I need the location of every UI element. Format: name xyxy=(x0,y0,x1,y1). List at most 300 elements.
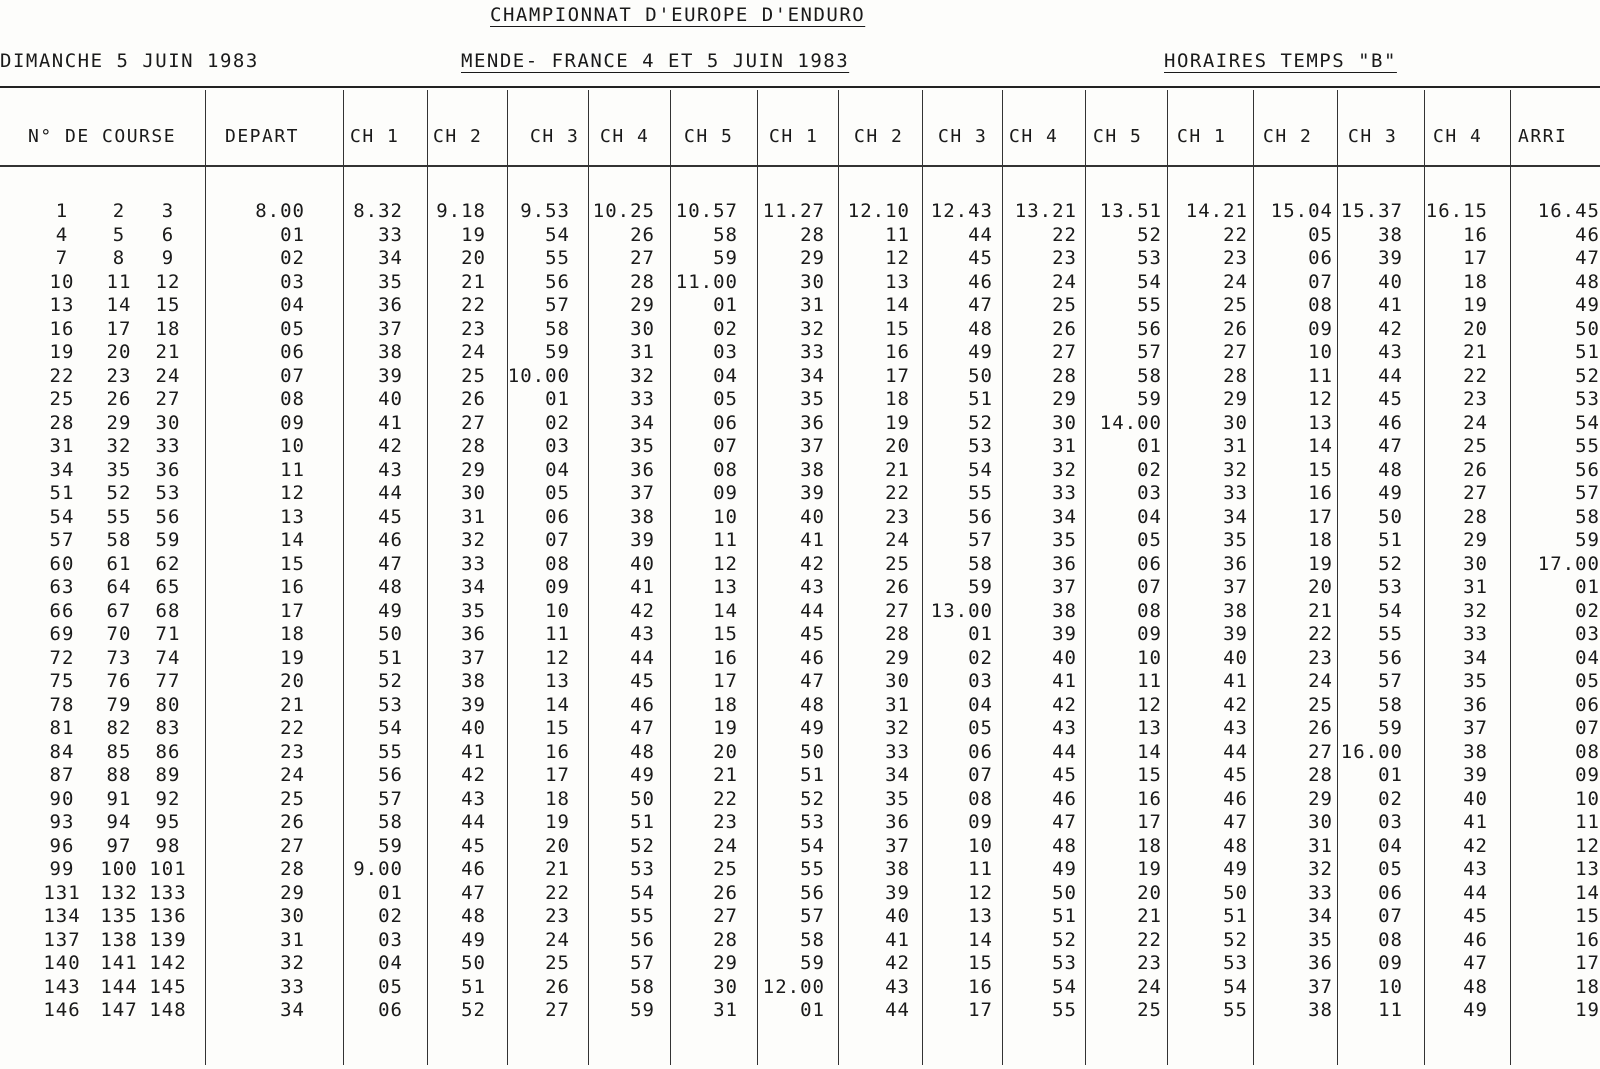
checkpoint-time: 23 xyxy=(545,905,570,927)
depart-time: 31 xyxy=(280,928,305,951)
depart-time: 13 xyxy=(280,505,305,528)
checkpoint-time: 22 xyxy=(1223,223,1248,246)
checkpoint-time: 03 xyxy=(378,928,403,951)
checkpoint-time: 46 xyxy=(1463,928,1488,951)
checkpoint-time: 54 xyxy=(800,834,825,857)
checkpoint-time: 44 xyxy=(461,811,486,833)
checkpoint-time: 30 xyxy=(630,317,655,340)
col-header-ch1-c: CH 1 xyxy=(1177,126,1227,147)
course-number: 132 xyxy=(100,881,138,904)
arrival-time: 54 xyxy=(1575,411,1600,434)
checkpoint-time: 25 xyxy=(713,858,738,880)
checkpoint-time: 33 xyxy=(800,341,825,363)
checkpoint-time: 05 xyxy=(378,975,403,998)
checkpoint-time: 18 xyxy=(713,693,738,716)
checkpoint-time: 55 xyxy=(800,858,825,880)
checkpoint-time: 54 xyxy=(378,717,403,739)
checkpoint-time: 38 xyxy=(885,858,910,880)
table-row xyxy=(0,435,1600,459)
checkpoint-time: 53 xyxy=(630,858,655,880)
checkpoint-time: 51 xyxy=(1223,905,1248,927)
arrival-time: 49 xyxy=(1575,294,1600,316)
course-number: 36 xyxy=(155,458,181,481)
checkpoint-time: 37 xyxy=(1223,576,1248,598)
checkpoint-time: 09 xyxy=(545,576,570,598)
checkpoint-time: 22 xyxy=(461,294,486,316)
checkpoint-time: 55 xyxy=(1378,623,1403,645)
checkpoint-time: 41 xyxy=(800,529,825,551)
checkpoint-time: 50 xyxy=(461,952,486,974)
course-number: 27 xyxy=(155,388,181,410)
checkpoint-time: 46 xyxy=(1052,787,1077,810)
checkpoint-time: 30 xyxy=(885,670,910,692)
checkpoint-time: 51 xyxy=(1378,529,1403,551)
course-number: 83 xyxy=(155,717,181,739)
checkpoint-time: 48 xyxy=(800,693,825,716)
checkpoint-time: 51 xyxy=(461,975,486,998)
checkpoint-time: 46 xyxy=(378,529,403,551)
checkpoint-time: 37 xyxy=(630,482,655,504)
checkpoint-time: 47 xyxy=(378,552,403,575)
checkpoint-time: 14 xyxy=(1308,435,1333,457)
course-number: 145 xyxy=(149,975,187,998)
arrival-time: 57 xyxy=(1575,482,1600,504)
checkpoint-time: 28 xyxy=(1223,364,1248,387)
table-row xyxy=(0,600,1600,624)
checkpoint-time: 44 xyxy=(1223,740,1248,763)
course-number: 91 xyxy=(106,787,132,810)
checkpoint-time: 16 xyxy=(1137,787,1162,810)
checkpoint-time: 34 xyxy=(630,411,655,434)
checkpoint-time: 58 xyxy=(713,223,738,246)
checkpoint-time: 02 xyxy=(545,411,570,434)
course-number: 87 xyxy=(49,764,75,786)
checkpoint-time: 36 xyxy=(1052,552,1077,575)
checkpoint-time: 42 xyxy=(378,435,403,457)
checkpoint-time: 32 xyxy=(461,529,486,551)
checkpoint-time: 35 xyxy=(1052,529,1077,551)
checkpoint-time: 45 xyxy=(1223,764,1248,786)
checkpoint-time: 33 xyxy=(1223,482,1248,504)
checkpoint-time: 51 xyxy=(630,811,655,833)
checkpoint-time: 22 xyxy=(1137,928,1162,951)
checkpoint-time: 01 xyxy=(545,388,570,410)
depart-time: 12 xyxy=(280,482,305,504)
depart-time: 21 xyxy=(280,693,305,716)
checkpoint-time: 36 xyxy=(461,623,486,645)
checkpoint-time: 45 xyxy=(1463,905,1488,927)
checkpoint-time: 19 xyxy=(885,411,910,434)
checkpoint-time: 24 xyxy=(1308,670,1333,692)
checkpoint-time: 08 xyxy=(713,458,738,481)
checkpoint-time: 04 xyxy=(545,458,570,481)
checkpoint-time: 15.04 xyxy=(1270,200,1333,222)
checkpoint-time: 55 xyxy=(545,247,570,269)
table-row xyxy=(0,858,1600,882)
checkpoint-time: 40 xyxy=(885,905,910,927)
checkpoint-time: 42 xyxy=(1223,693,1248,716)
checkpoint-time: 38 xyxy=(1052,599,1077,622)
checkpoint-time: 14 xyxy=(713,599,738,622)
checkpoint-time: 08 xyxy=(1308,294,1333,316)
col-header-ch4-c: CH 4 xyxy=(1433,126,1483,147)
checkpoint-time: 39 xyxy=(1052,623,1077,645)
checkpoint-time: 09 xyxy=(1378,952,1403,974)
course-number: 131 xyxy=(43,881,81,904)
checkpoint-time: 13 xyxy=(968,905,993,927)
checkpoint-time: 10.25 xyxy=(592,200,655,222)
checkpoint-time: 24 xyxy=(885,529,910,551)
checkpoint-time: 13.00 xyxy=(930,599,993,622)
checkpoint-time: 26 xyxy=(1463,458,1488,481)
checkpoint-time: 45 xyxy=(800,623,825,645)
checkpoint-time: 31 xyxy=(800,294,825,316)
checkpoint-time: 49 xyxy=(1463,999,1488,1021)
checkpoint-time: 39 xyxy=(1463,764,1488,786)
checkpoint-time: 25 xyxy=(1137,999,1162,1021)
course-number: 16 xyxy=(49,317,75,340)
checkpoint-time: 33 xyxy=(630,388,655,410)
checkpoint-time: 45 xyxy=(968,247,993,269)
course-number: 15 xyxy=(155,294,181,316)
checkpoint-time: 34 xyxy=(1463,646,1488,669)
checkpoint-time: 49 xyxy=(968,341,993,363)
course-number: 1 xyxy=(55,200,69,222)
checkpoint-time: 40 xyxy=(1223,646,1248,669)
checkpoint-time: 12.43 xyxy=(930,200,993,222)
course-number: 14 xyxy=(106,294,132,316)
checkpoint-time: 57 xyxy=(378,787,403,810)
checkpoint-time: 34 xyxy=(800,364,825,387)
checkpoint-time: 23 xyxy=(885,505,910,528)
depart-time: 16 xyxy=(280,576,305,598)
col-header-ch3-b: CH 3 xyxy=(938,126,988,147)
checkpoint-time: 20 xyxy=(1463,317,1488,340)
depart-time: 34 xyxy=(280,999,305,1021)
course-number: 59 xyxy=(155,529,181,551)
checkpoint-time: 30 xyxy=(1308,811,1333,833)
course-number: 143 xyxy=(43,975,81,998)
table-row xyxy=(0,529,1600,553)
table-row xyxy=(0,835,1600,859)
course-number: 5 xyxy=(112,223,126,246)
checkpoint-time: 03 xyxy=(1137,482,1162,504)
col-header-ch1-b: CH 1 xyxy=(769,126,819,147)
checkpoint-time: 36 xyxy=(378,294,403,316)
checkpoint-time: 16 xyxy=(713,646,738,669)
checkpoint-time: 59 xyxy=(630,999,655,1021)
checkpoint-time: 28 xyxy=(800,223,825,246)
checkpoint-time: 38 xyxy=(378,341,403,363)
checkpoint-time: 58 xyxy=(1378,693,1403,716)
arrival-time: 47 xyxy=(1575,247,1600,269)
checkpoint-time: 43 xyxy=(885,975,910,998)
checkpoint-time: 41 xyxy=(378,411,403,434)
checkpoint-time: 06 xyxy=(968,740,993,763)
checkpoint-time: 40 xyxy=(1463,787,1488,810)
checkpoint-time: 05 xyxy=(968,717,993,739)
checkpoint-time: 23 xyxy=(1223,247,1248,269)
checkpoint-time: 25 xyxy=(1308,693,1333,716)
checkpoint-time: 29 xyxy=(1052,388,1077,410)
checkpoint-time: 18 xyxy=(1137,834,1162,857)
checkpoint-time: 24 xyxy=(545,928,570,951)
checkpoint-time: 23 xyxy=(1308,646,1333,669)
checkpoint-time: 37 xyxy=(1463,717,1488,739)
checkpoint-time: 07 xyxy=(713,435,738,457)
table-row xyxy=(0,271,1600,295)
checkpoint-time: 39 xyxy=(885,881,910,904)
checkpoint-time: 28 xyxy=(1463,505,1488,528)
arrival-time: 12 xyxy=(1575,834,1600,857)
checkpoint-time: 04 xyxy=(378,952,403,974)
checkpoint-time: 18 xyxy=(885,388,910,410)
course-number: 81 xyxy=(49,717,75,739)
checkpoint-time: 22 xyxy=(1052,223,1077,246)
checkpoint-time: 01 xyxy=(713,294,738,316)
depart-time: 05 xyxy=(280,317,305,340)
checkpoint-time: 19 xyxy=(713,717,738,739)
checkpoint-time: 05 xyxy=(1308,223,1333,246)
course-number: 139 xyxy=(149,928,187,951)
course-number: 51 xyxy=(49,482,75,504)
col-header-course: N° DE COURSE xyxy=(28,126,177,147)
checkpoint-time: 17 xyxy=(885,364,910,387)
checkpoint-time: 13 xyxy=(545,670,570,692)
checkpoint-time: 41 xyxy=(1052,670,1077,692)
course-number: 67 xyxy=(106,599,132,622)
checkpoint-time: 09 xyxy=(1137,623,1162,645)
course-number: 80 xyxy=(155,693,181,716)
course-number: 57 xyxy=(49,529,75,551)
page-title: CHAMPIONNAT D'EUROPE D'ENDURO xyxy=(490,4,866,26)
course-number: 66 xyxy=(49,599,75,622)
checkpoint-time: 27 xyxy=(630,247,655,269)
checkpoint-time: 20 xyxy=(885,435,910,457)
checkpoint-time: 44 xyxy=(800,599,825,622)
checkpoint-time: 44 xyxy=(885,999,910,1021)
checkpoint-time: 27 xyxy=(545,999,570,1021)
depart-time: 02 xyxy=(280,247,305,269)
course-number: 147 xyxy=(100,999,138,1021)
table-row xyxy=(0,247,1600,271)
checkpoint-time: 26 xyxy=(713,881,738,904)
checkpoint-time: 37 xyxy=(378,317,403,340)
checkpoint-time: 55 xyxy=(1052,999,1077,1021)
course-number: 73 xyxy=(106,646,132,669)
checkpoint-time: 19 xyxy=(1137,858,1162,880)
col-header-ch4-a: CH 4 xyxy=(600,126,650,147)
event-location: MENDE- FRANCE 4 ET 5 JUIN 1983 xyxy=(461,50,850,72)
checkpoint-time: 54 xyxy=(1137,270,1162,293)
checkpoint-time: 29 xyxy=(630,294,655,316)
checkpoint-time: 57 xyxy=(1378,670,1403,692)
checkpoint-time: 54 xyxy=(545,223,570,246)
checkpoint-time: 39 xyxy=(800,482,825,504)
table-row xyxy=(0,294,1600,318)
checkpoint-time: 10 xyxy=(968,834,993,857)
checkpoint-time: 57 xyxy=(545,294,570,316)
table-row xyxy=(0,200,1600,224)
depart-time: 19 xyxy=(280,646,305,669)
course-number: 19 xyxy=(49,341,75,363)
checkpoint-time: 41 xyxy=(630,576,655,598)
course-number: 84 xyxy=(49,740,75,763)
checkpoint-time: 43 xyxy=(1378,341,1403,363)
course-number: 65 xyxy=(155,576,181,598)
checkpoint-time: 49 xyxy=(1052,858,1077,880)
checkpoint-time: 15 xyxy=(545,717,570,739)
table-row xyxy=(0,929,1600,953)
checkpoint-time: 52 xyxy=(1223,928,1248,951)
checkpoint-time: 32 xyxy=(1463,599,1488,622)
col-header-ch2-b: CH 2 xyxy=(854,126,904,147)
checkpoint-time: 52 xyxy=(968,411,993,434)
checkpoint-time: 52 xyxy=(461,999,486,1021)
checkpoint-time: 37 xyxy=(800,435,825,457)
checkpoint-time: 03 xyxy=(1378,811,1403,833)
checkpoint-time: 22 xyxy=(1308,623,1333,645)
checkpoint-time: 9.00 xyxy=(353,858,403,880)
checkpoint-time: 48 xyxy=(378,576,403,598)
arrival-time: 59 xyxy=(1575,529,1600,551)
checkpoint-time: 46 xyxy=(1223,787,1248,810)
checkpoint-time: 49 xyxy=(1378,482,1403,504)
course-number: 23 xyxy=(106,364,132,387)
checkpoint-time: 18 xyxy=(1463,270,1488,293)
col-header-ch2-a: CH 2 xyxy=(433,126,483,147)
checkpoint-time: 23 xyxy=(713,811,738,833)
checkpoint-time: 21 xyxy=(1463,341,1488,363)
checkpoint-time: 33 xyxy=(378,223,403,246)
checkpoint-time: 06 xyxy=(713,411,738,434)
arrival-time: 17 xyxy=(1575,952,1600,974)
checkpoint-time: 49 xyxy=(800,717,825,739)
checkpoint-time: 04 xyxy=(1378,834,1403,857)
checkpoint-time: 27 xyxy=(1052,341,1077,363)
checkpoint-time: 56 xyxy=(968,505,993,528)
checkpoint-time: 27 xyxy=(1308,740,1333,763)
checkpoint-time: 40 xyxy=(461,717,486,739)
checkpoint-time: 56 xyxy=(378,764,403,786)
course-number: 134 xyxy=(43,905,81,927)
course-number: 3 xyxy=(161,200,175,222)
checkpoint-time: 54 xyxy=(1052,975,1077,998)
checkpoint-time: 32 xyxy=(885,717,910,739)
checkpoint-time: 56 xyxy=(1378,646,1403,669)
course-number: 20 xyxy=(106,341,132,363)
depart-time: 22 xyxy=(280,717,305,739)
checkpoint-time: 22 xyxy=(545,881,570,904)
checkpoint-time: 01 xyxy=(800,999,825,1021)
col-header-arrivee: ARRI xyxy=(1518,126,1568,147)
checkpoint-time: 40 xyxy=(378,388,403,410)
checkpoint-time: 49 xyxy=(461,928,486,951)
depart-time: 8.00 xyxy=(255,200,305,222)
checkpoint-time: 02 xyxy=(968,646,993,669)
checkpoint-time: 12 xyxy=(545,646,570,669)
checkpoint-time: 59 xyxy=(378,834,403,857)
checkpoint-time: 41 xyxy=(885,928,910,951)
course-number: 144 xyxy=(100,975,138,998)
checkpoint-time: 07 xyxy=(968,764,993,786)
checkpoint-time: 52 xyxy=(800,787,825,810)
checkpoint-time: 42 xyxy=(1052,693,1077,716)
checkpoint-time: 46 xyxy=(630,693,655,716)
depart-time: 30 xyxy=(280,905,305,927)
checkpoint-time: 37 xyxy=(885,834,910,857)
checkpoint-time: 09 xyxy=(713,482,738,504)
checkpoint-time: 35 xyxy=(630,435,655,457)
course-number: 21 xyxy=(155,341,181,363)
checkpoint-time: 31 xyxy=(630,341,655,363)
checkpoint-time: 52 xyxy=(630,834,655,857)
course-number: 29 xyxy=(106,411,132,434)
checkpoint-time: 12 xyxy=(1308,388,1333,410)
checkpoint-time: 11.00 xyxy=(675,270,738,293)
checkpoint-time: 09 xyxy=(1308,317,1333,340)
depart-time: 17 xyxy=(280,599,305,622)
arrival-time: 48 xyxy=(1575,270,1600,293)
checkpoint-time: 58 xyxy=(630,975,655,998)
checkpoint-time: 13 xyxy=(885,270,910,293)
checkpoint-time: 50 xyxy=(1052,881,1077,904)
checkpoint-time: 21 xyxy=(713,764,738,786)
checkpoint-time: 47 xyxy=(461,881,486,904)
course-number: 24 xyxy=(155,364,181,387)
col-header-ch4-b: CH 4 xyxy=(1009,126,1059,147)
course-number: 58 xyxy=(106,529,132,551)
arrival-time: 18 xyxy=(1575,975,1600,998)
course-number: 97 xyxy=(106,834,132,857)
depart-time: 23 xyxy=(280,740,305,763)
checkpoint-time: 22 xyxy=(713,787,738,810)
checkpoint-time: 11.27 xyxy=(762,200,825,222)
checkpoint-time: 38 xyxy=(1223,599,1248,622)
course-number: 133 xyxy=(149,881,187,904)
checkpoint-time: 02 xyxy=(713,317,738,340)
checkpoint-time: 53 xyxy=(800,811,825,833)
checkpoint-time: 26 xyxy=(1308,717,1333,739)
checkpoint-time: 38 xyxy=(461,670,486,692)
checkpoint-time: 43 xyxy=(1052,717,1077,739)
checkpoint-time: 07 xyxy=(1308,270,1333,293)
course-number: 63 xyxy=(49,576,75,598)
checkpoint-time: 48 xyxy=(1378,458,1403,481)
course-number: 6 xyxy=(161,223,175,246)
checkpoint-time: 06 xyxy=(1378,881,1403,904)
checkpoint-time: 36 xyxy=(1308,952,1333,974)
checkpoint-time: 51 xyxy=(800,764,825,786)
checkpoint-time: 42 xyxy=(1378,317,1403,340)
checkpoint-time: 45 xyxy=(1052,764,1077,786)
checkpoint-time: 06 xyxy=(545,505,570,528)
checkpoint-time: 04 xyxy=(1137,505,1162,528)
checkpoint-time: 50 xyxy=(378,623,403,645)
arrival-time: 05 xyxy=(1575,670,1600,692)
course-number: 92 xyxy=(155,787,181,810)
date-label: DIMANCHE 5 JUIN 1983 xyxy=(0,50,259,72)
col-header-ch1-a: CH 1 xyxy=(350,126,400,147)
checkpoint-time: 15 xyxy=(713,623,738,645)
checkpoint-time: 40 xyxy=(1378,270,1403,293)
checkpoint-time: 05 xyxy=(545,482,570,504)
course-number: 8 xyxy=(112,247,126,269)
checkpoint-time: 35 xyxy=(800,388,825,410)
checkpoint-time: 56 xyxy=(800,881,825,904)
checkpoint-time: 54 xyxy=(968,458,993,481)
checkpoint-time: 26 xyxy=(545,975,570,998)
